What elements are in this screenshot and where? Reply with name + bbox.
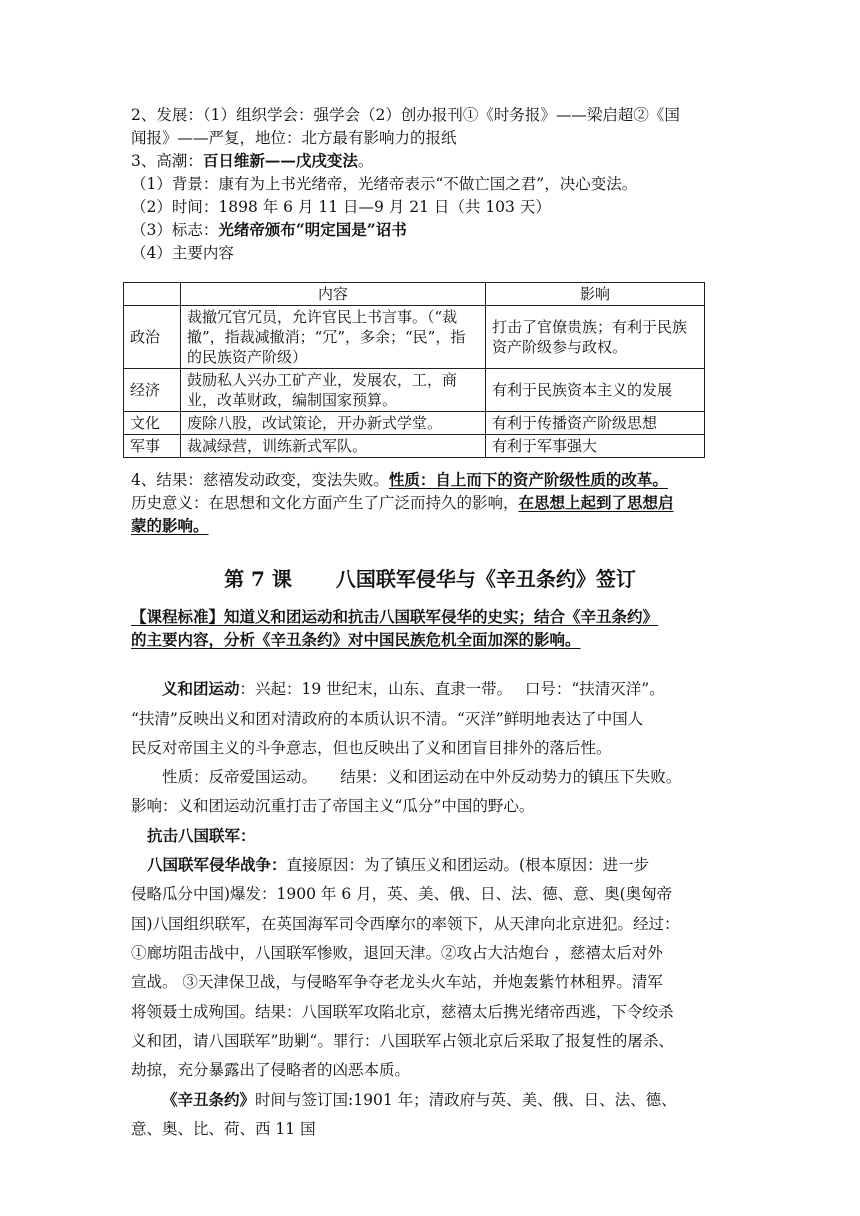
time-line: （2）时间：1898 年 6 月 11 日—9 月 21 日（共 103 天） bbox=[131, 198, 551, 216]
table-header-cell: 内容 bbox=[181, 283, 486, 306]
table-cell-impact: 有利于军事强大 bbox=[486, 435, 705, 458]
table-cell-impact: 有利于传播资产阶级思想 bbox=[486, 412, 705, 435]
lesson-number: 第 7 课 bbox=[224, 567, 292, 591]
table-cell-impact: 打击了官僚贵族；有利于民族资产阶级参与政权。 bbox=[486, 306, 705, 369]
reform-content-table bbox=[123, 282, 705, 458]
war-paragraph-line-3: 国)八国组织联军，在英国海军司令西摩尔的率领下，从天津向北京进犯。经过： bbox=[131, 915, 680, 933]
table-row bbox=[124, 306, 705, 369]
war-paragraph-line-1: 八国联军侵华战争：直接原因：为了镇压义和团运动。(根本原因：进一步 bbox=[147, 855, 650, 874]
curriculum-standard-line-1: 【课程标准】知道义和团运动和抗击八国联军侵华的史实；结合《辛丑条约》 bbox=[131, 607, 659, 626]
curriculum-standard-line-2: 的主要内容，分析《辛丑条约》对中国民族危机全面加深的影响。 bbox=[131, 630, 581, 649]
symbol-line: （3）标志：光绪帝颁布“明定国是”诏书 bbox=[131, 220, 407, 239]
table-row bbox=[124, 369, 705, 412]
table-cell-category: 军事 bbox=[124, 435, 181, 458]
lesson-name: 八国联军侵华与《辛丑条约》签订 bbox=[335, 567, 636, 591]
boxer-paragraph-line-2: “扶清”反映出义和团对清政府的本质认识不清。“灭洋”鲜明地表达了中国人 bbox=[131, 710, 644, 728]
boxer-paragraph-line-3: 民反对帝国主义的斗争意志，但也反映出了义和团盲目排外的落后性。 bbox=[131, 739, 612, 757]
table-cell-category: 文化 bbox=[124, 412, 181, 435]
nature-result-line: 性质：反帝爱国运动。 结果：义和团运动在中外反动势力的镇压下失败。 bbox=[162, 768, 682, 786]
table-header-cell: 影响 bbox=[486, 283, 705, 306]
climax-emphasis: 百日维新——戊戌变法 bbox=[202, 151, 358, 170]
war-heading: 八国联军侵华战争： bbox=[147, 855, 287, 874]
war-paragraph-line-7: 义和团，请八国联军”助剿“。罪行：八国联军占领北京后采取了报复性的屠杀、 bbox=[131, 1032, 674, 1050]
treaty-heading: 《辛丑条约》 bbox=[162, 1090, 256, 1109]
significance-line-2: 蒙的影响。 bbox=[131, 516, 209, 535]
resist-heading: 抗击八国联军： bbox=[147, 826, 256, 845]
table-cell-content: 裁撤冗官冗员，允许官民上书言事。（“裁撤”，指裁减撤消；“冗”，多余；“民”，指的民族资产阶级） bbox=[181, 306, 486, 369]
war-paragraph-line-6: 将领聂士成殉国。结果：八国联军攻陷北京，慈禧太后携光绪帝西逃，下令绞杀 bbox=[131, 1003, 674, 1021]
influence-line: 影响：义和团运动沉重打击了帝国主义“瓜分”中国的野心。 bbox=[131, 797, 535, 815]
result-line: 4、结果：慈禧发动政变，变法失败。性质：自上而下的资产阶级性质的改革。 bbox=[131, 470, 668, 489]
table-header-cell bbox=[124, 283, 181, 306]
significance-line: 历史意义：在思想和文化方面产生了广泛而持久的影响，在思想上起到了思想启 bbox=[131, 493, 674, 512]
war-paragraph-line-4: ①廊坊阻击战中，八国联军惨败，退回天津。②攻占大沽炮台 ，慈禧太后对外 bbox=[131, 944, 663, 962]
table-row bbox=[124, 412, 705, 435]
climax-line: 3、高潮：百日维新——戊戌变法。 bbox=[131, 151, 374, 170]
boxer-paragraph-line-1: 义和团运动：兴起：19 世纪末，山东、直隶一带。 口号：“扶清灭洋”。 bbox=[162, 679, 665, 698]
table-cell-content: 废除八股，改试策论，开办新式学堂。 bbox=[181, 412, 486, 435]
development-line-1: 2、发展：（1）组织学会：强学会（2）创办报刊①《时务报》——梁启超②《国 bbox=[131, 106, 680, 124]
lesson-title bbox=[0, 566, 860, 592]
development-line-2: 闻报》——严复，地位：北方最有影响力的报纸 bbox=[131, 129, 457, 147]
table-cell-category: 经济 bbox=[124, 369, 181, 412]
table-header-row bbox=[124, 283, 705, 306]
nature-emphasis: 性质：自上而下的资产阶级性质的改革。 bbox=[388, 470, 668, 489]
treaty-paragraph-line-1: 《辛丑条约》时间与签订国:1901 年；清政府与英、美、俄、日、法、德、 bbox=[162, 1090, 677, 1109]
significance-emphasis: 在思想上起到了思想启 bbox=[518, 493, 674, 512]
symbol-emphasis: 光绪帝颁布“明定国是”诏书 bbox=[218, 220, 407, 239]
table-row bbox=[124, 435, 705, 458]
war-paragraph-line-5: 宣战。 ③天津保卫战，与侵略军争夺老龙头火车站，并炮轰紫竹林租界。清军 bbox=[131, 973, 663, 991]
table-cell-category: 政治 bbox=[124, 306, 181, 369]
treaty-paragraph-line-2: 意、奥、比、荷、西 11 国 bbox=[131, 1120, 316, 1138]
background-line: （1）背景：康有为上书光绪帝，光绪帝表示“不做亡国之君”，决心变法。 bbox=[131, 175, 638, 193]
war-paragraph-line-2: 侵略瓜分中国)爆发：1900 年 6 月，英、美、俄、日、法、德、意、奥(奥匈帝 bbox=[131, 885, 673, 903]
boxer-heading: 义和团运动 bbox=[162, 679, 240, 698]
war-paragraph-line-8: 劫掠，充分暴露出了侵略者的凶恶本质。 bbox=[131, 1061, 411, 1079]
table-cell-impact: 有利于民族资本主义的发展 bbox=[486, 369, 705, 412]
table-cell-content: 裁减绿营，训练新式军队。 bbox=[181, 435, 486, 458]
table-cell-content: 鼓励私人兴办工矿产业，发展农，工，商业，改革财政，编制国家预算。 bbox=[181, 369, 486, 412]
main-content-heading: （4）主要内容 bbox=[131, 244, 234, 262]
